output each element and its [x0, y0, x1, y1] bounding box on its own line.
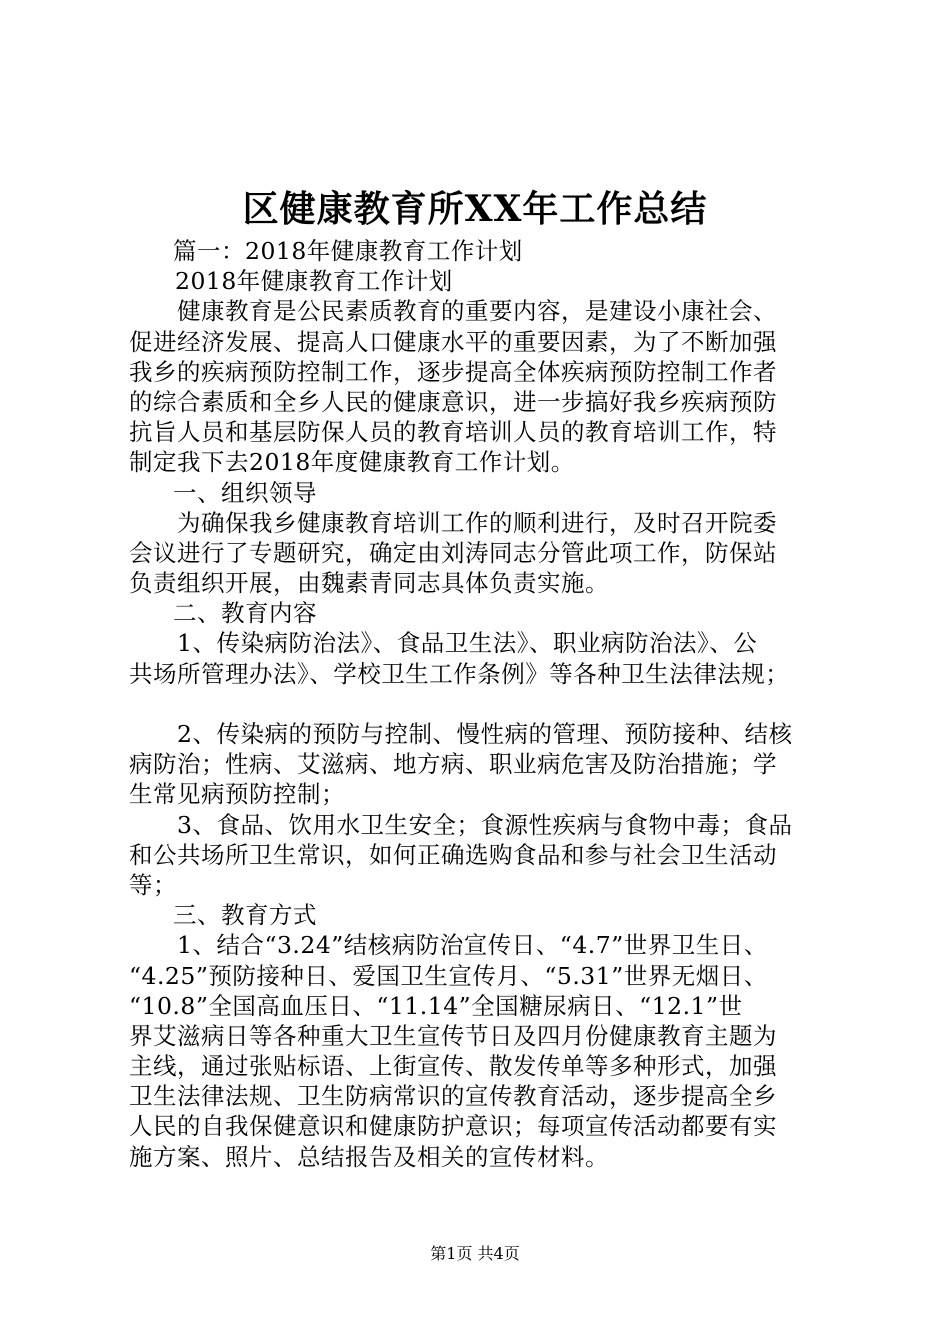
- body-line: 篇一：2018年健康教育工作计划: [173, 237, 523, 265]
- body-line: 1、传染病防治法》、食品卫生法》、职业病防治法》、公: [177, 629, 758, 658]
- body-line: 等；: [129, 870, 177, 899]
- body-line: “4.25”预防接种日、爱国卫生宣传月、“5.31”世界无烟日、: [129, 961, 768, 990]
- body-line: 促进经济发展、提高人口健康水平的重要因素，为了不断加强: [129, 327, 777, 356]
- body-line: 负责组织开展，由魏素青同志具体负责实施。: [129, 569, 609, 598]
- body-line: 卫生法律法规、卫生防病常识的宣传教育活动，逐步提高全乡: [129, 1082, 777, 1111]
- body-line: 为确保我乡健康教育培训工作的顺利进行，及时召开院委: [177, 508, 777, 537]
- body-line: “10.8”全国高血压日、“11.14”全国糖尿病日、“12.1”世: [129, 991, 743, 1020]
- body-line: 3、食品、饮用水卫生安全；食源性疾病与食物中毒；食品: [177, 810, 793, 839]
- body-line: 病防治；性病、艾滋病、地方病、职业病危害及防治措施；学: [129, 750, 777, 779]
- body-line: 人民的自我保健意识和健康防护意识；每项宣传活动都要有实: [129, 1112, 777, 1141]
- section-heading: 二、教育内容: [173, 599, 317, 628]
- body-line: 抗旨人员和基层防保人员的教育培训人员的教育培训工作，特: [129, 418, 777, 447]
- body-line: 界艾滋病日等各种重大卫生宣传节日及四月份健康教育主题为: [129, 1021, 777, 1050]
- document-title: 区健康教育所XX年工作总结: [242, 188, 708, 230]
- body-line: 1、结合“3.24”结核病防治宣传日、“4.7”世界卫生日、: [177, 931, 768, 960]
- section-heading: 三、教育方式: [173, 901, 317, 930]
- body-line: 我乡的疾病预防控制工作，逐步提高全体疾病预防控制工作者: [129, 357, 777, 386]
- body-line: 的综合素质和全乡人民的健康意识，进一步搞好我乡疾病预防: [129, 387, 777, 416]
- document-body: [129, 236, 841, 1172]
- section-heading: 一、组织领导: [173, 478, 317, 507]
- body-line: 共场所管理办法》、学校卫生工作条例》等各种卫生法律法规；: [129, 659, 790, 688]
- body-line: 2018年健康教育工作计划: [175, 267, 453, 296]
- body-line: 生常见病预防控制；: [129, 780, 345, 809]
- body-line: 施方案、照片、总结报告及相关的宣传材料。: [129, 1142, 609, 1171]
- body-line: 会议进行了专题研究，确定由刘涛同志分管此项工作，防保站: [129, 538, 777, 567]
- body-line: 主线，通过张贴标语、上街宣传、散发传单等多种形式，加强: [129, 1052, 777, 1081]
- body-line: 制定我下去2018年度健康教育工作计划。: [129, 448, 575, 477]
- blank-line: [129, 689, 841, 719]
- page-footer: 第1页 共4页: [430, 1244, 520, 1263]
- body-line: 健康教育是公民素质教育的重要内容，是建设小康社会、: [177, 297, 777, 326]
- body-line: 2、传染病的预防与控制、慢性病的管理、预防接种、结核: [177, 720, 793, 748]
- body-line: 和公共场所卫生常识，如何正确选购食品和参与社会卫生活动: [129, 840, 777, 869]
